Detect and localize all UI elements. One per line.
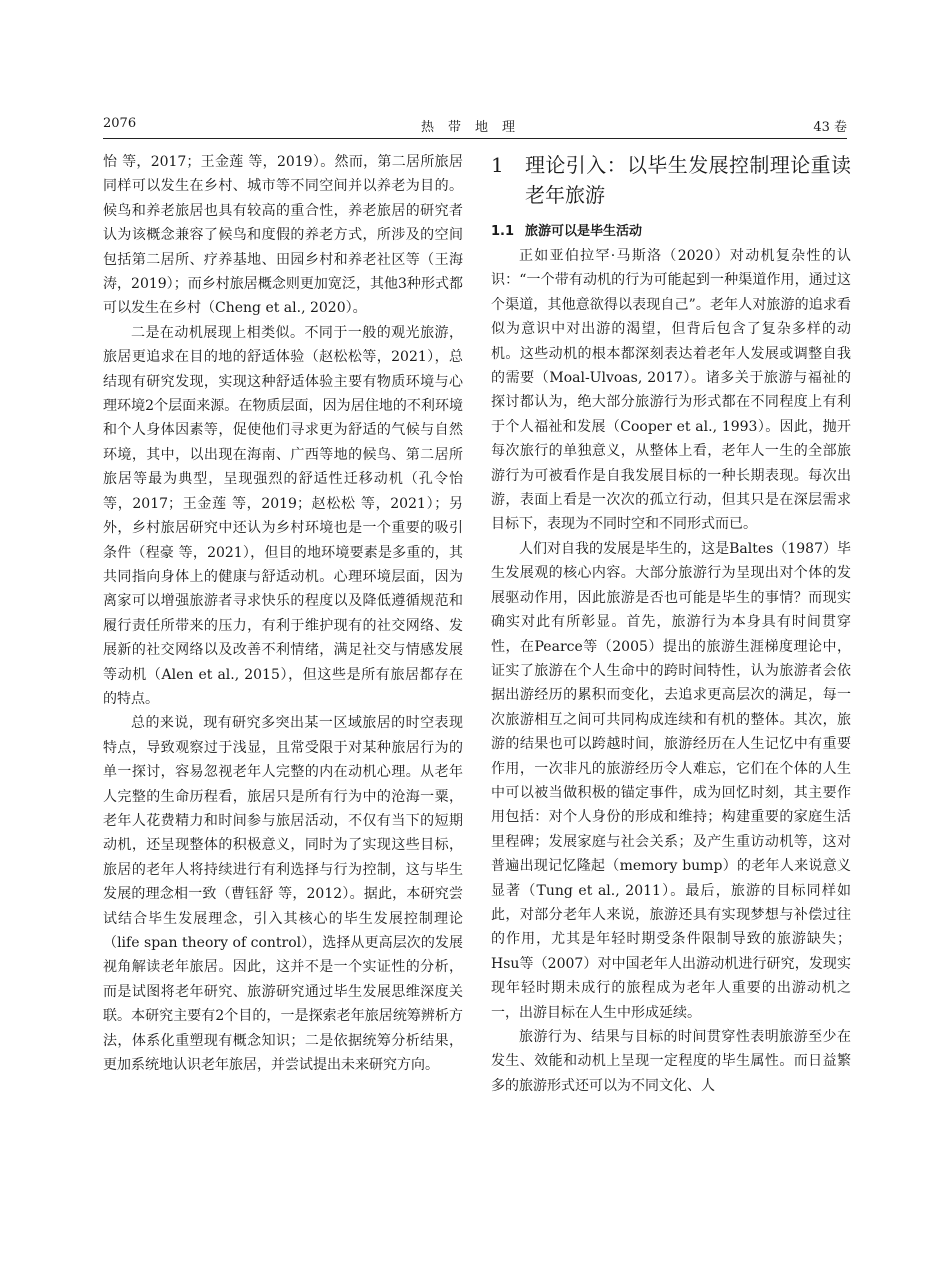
paragraph: 旅游行为、结果与目标的时间贯穿性表明旅游至少在发生、效能和动机上呈现一定程度的毕生属性。而日益繁多的旅游形式还可以为不同文化、人 [491,1029,851,1094]
header-rule [103,138,847,139]
subsection-title: 旅游可以是毕生活动 [525,224,643,239]
right-column [491,150,851,1098]
subsection-heading [491,220,851,244]
paragraph: 二是在动机展现上相类似。不同于一般的观光旅游，旅居更追求在目的地的舒适体验（赵松松等，2021），总结现有研究发现，实现这种舒适体验主要有物质环境与心理环境2个层面来源。在物质层面，因为居住地的不利环境和个人身体因素等，促使他们寻求更为舒适的气候与自然环境，其中，以出现在海南、广西等地的候鸟、第二居所旅居等最为典型，呈现强烈的舒适性迁移动机（孔令怡 等，2017；王金莲 等，2019；赵松松 等，2021）；另外，乡村旅居研究中还认为乡村环境也是一个重要的吸引条件（程豪 等，2021），但目的地环境要素是多重的，其共同指向身体上的健康与舒适动机。心理环境层面，因为离家可以增强旅游者寻求快乐的程度以及降低遵循规范和履行责任所带来的压力，有利于维护现有的社交网络、发展新的社交网络以及改善不利情绪，满足社交与情感发展等动机（Alen et al., 2015），但这些是所有旅居都存在的特点。 [103,324,463,707]
paragraph: 怡 等，2017；王金莲 等，2019）。然而，第二居所旅居同样可以发生在乡村、城市等不同空间并以养老为目的。候鸟和养老旅居也具有较高的重合性，养老旅居的研究者认为该概念兼容了候鸟和度假的养老方式，所涉及的空间包括第二居所、疗养基地、田园乡村和养老社区等（王海涛，2019）；而乡村旅居概念则更加宽泛，其他3种形式都可以发生在乡村（Cheng et al., 2020）。 [103,154,463,317]
section-number: 1 [491,153,504,177]
volume-label: 43 卷 [813,120,847,135]
running-header [103,116,847,136]
paragraph: 人们对自我的发展是毕生的，这是Baltes（1987）毕生发展观的核心内容。大部分旅游行为呈现出对个体的发展驱动作用，因此旅游是否也可能是毕生的事情？而现实确实对此有所彰显。首先，旅游行为本身具有时间贯穿性，在Pearce等（2005）提出的旅游生涯梯度理论中，证实了旅游在个人生命中的跨时间特性，认为旅游者会依据出游经历的累积而变化，去追求更高层次的满足，每一次旅游相互之间可共同构成连续和有机的整体。其次，旅游的结果也可以跨越时间，旅游经历在人生记忆中有重要作用，一次非凡的旅游经历令人难忘，它们在个体的人生中可以被当做积极的锚定事件，成为回忆时刻，其主要作用包括：对个人身份的形成和维持；构建重要的家庭生活里程碑；发展家庭与社会关系；及产生重访动机等，这对普遍出现记忆隆起（memory bump）的老年人来说意义显著（Tung et al., 2011）。最后，旅游的目标同样如此，对部分老年人来说，旅游还具有实现梦想与补偿过往的作用，尤其是年轻时期受条件限制导致的旅游缺失；Hsu等（2007）对中国老年人出游动机进行研究，发现实现年轻时期未成行的旅程成为老年人重要的出游动机之一，出游目标在人生中形成延续。 [491,540,851,1021]
section-heading [491,150,851,210]
section-title: 理论引入：以毕生发展控制理论重读老年旅游 [525,153,851,207]
page-number: 2076 [103,116,137,131]
left-column [103,150,463,1077]
paragraph: 总的来说，现有研究多突出某一区域旅居的时空表现特点，导致观察过于浅显，且常受限于对某种旅居行为的单一探讨，容易忽视老年人完整的内在动机心理。从老年人完整的生命历程看，旅居只是所有行为中的沧海一粟，老年人花费精力和时间参与旅居活动，不仅有当下的短期动机，还呈现整体的积极意义，同时为了实现这些目标，旅居的老年人将持续进行有利选择与行为控制，这与毕生发展的理念相一致（曹钰舒 等，2012）。据此，本研究尝试结合毕生发展理念，引入其核心的毕生发展控制理论（life span theory of control），选择从更高层次的发展视角解读老年旅居。因此，这并不是一个实证性的分析，而是试图将老年研究、旅游研究通过毕生发展思维深度关联。本研究主要有2个目的，一是探索老年旅居统筹辨析方法，体系化重塑现有概念知识；二是依据统筹分析结果，更加系统地认识老年旅居，并尝试提出未来研究方向。 [103,715,463,1074]
paragraph: 正如亚伯拉罕·马斯洛（2020）对动机复杂性的认识：“一个带有动机的行为可能起到一种渠道作用，通过这个渠道，其他意欲得以表现自己”。老年人对旅游的追求看似为意识中对出游的渴望，但背后包含了复杂多样的动机。这些动机的根本都深刻表达着老年人发展或调整自我的需要（Moal-Ulvoas, 2017）。诸多关于旅游与福祉的探讨都认为，绝大部分旅游行为形式都在不同程度上有利于个人福祉和发展（Cooper et al., 1993）。因此，抛开每次旅行的单独意义，从整体上看，老年人一生的全部旅游行为可被看作是自我发展目标的一种长期表现。每次出游，表面上看是一次次的孤立行动，但其只是在深层需求目标下，表现为不同时空和不同形式而已。 [491,248,851,533]
subsection-number: 1.1 [491,224,515,239]
journal-title: 热带地理 [420,120,529,135]
